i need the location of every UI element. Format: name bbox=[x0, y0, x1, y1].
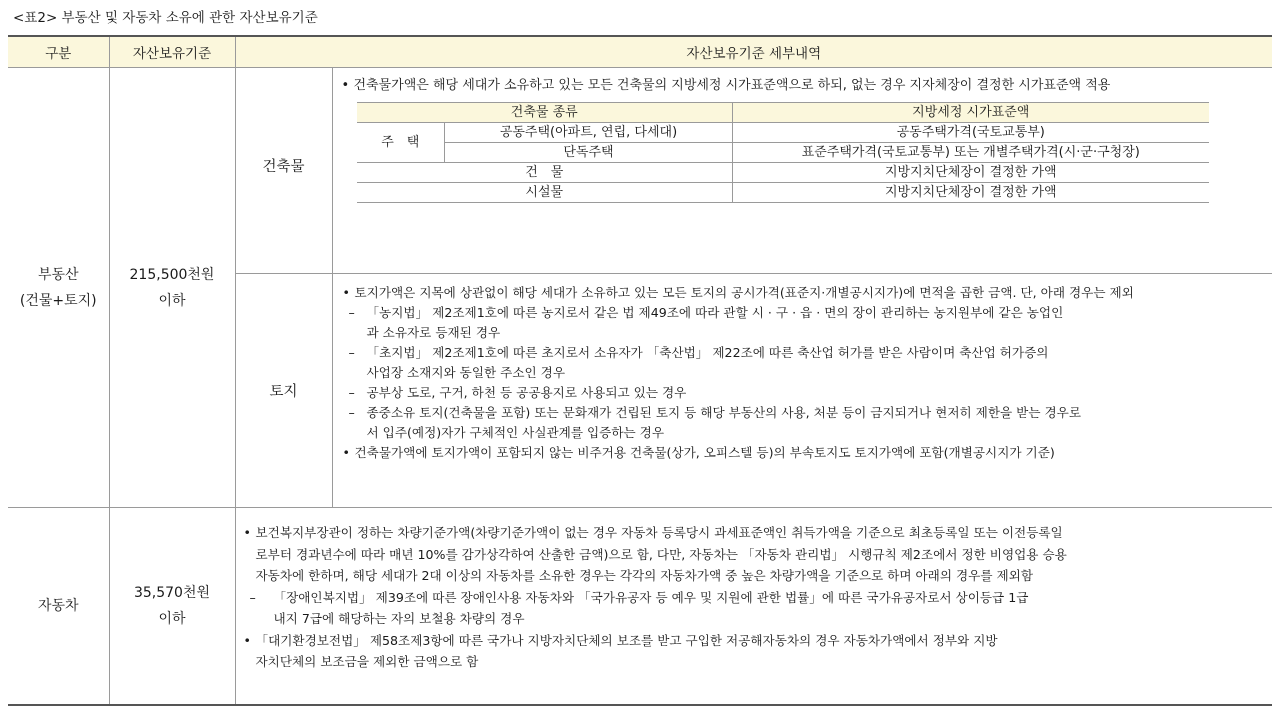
vehicle-bullet bbox=[242, 522, 1265, 587]
building-type-cell: 시설물 bbox=[357, 183, 733, 203]
building-table-row bbox=[357, 183, 1209, 203]
vehicle-exclusion-text: 내지 7급에 해당하는 자의 보철용 차량의 경우 bbox=[273, 611, 525, 626]
real-estate-criteria-value: 215,500천원 bbox=[129, 266, 215, 283]
land-exclusion-text: 사업장 소재지와 동일한 주소인 경우 bbox=[366, 365, 565, 380]
vehicle-category: 자동차 bbox=[8, 508, 109, 705]
land-exclusion-item bbox=[341, 403, 1265, 443]
land-exclusion-item bbox=[341, 383, 1265, 403]
asset-criteria-table bbox=[8, 35, 1272, 706]
building-type-cell: 공동주택(아파트, 연립, 다세대) bbox=[445, 123, 733, 143]
real-estate-sublabel: (건물+토지) bbox=[19, 292, 97, 309]
land-exclusion-text: – 「초지법」 제2조제1호에 따른 초지로서 소유자가 「축산법」 제22조에 따른 축산업 허가를 받은 사람이며 축산업 허가증의 bbox=[366, 345, 1049, 360]
vehicle-bullet-text: 자치단체의 보조금을 제외한 금액으로 함 bbox=[255, 654, 479, 669]
land-exclusion-item bbox=[341, 343, 1265, 383]
building-value-cell: 공동주택가격(국토교통부) bbox=[733, 123, 1209, 143]
land-exclusion-text: – 종중소유 토지(건축물을 포함) 또는 문화재가 건립된 토지 등 해당 부동산의 사용, 처분 등이 금지되거나 현저히 제한을 받는 경우로 bbox=[366, 405, 1081, 420]
header-details: 자산보유기준 세부내역 bbox=[235, 36, 1272, 68]
header-row bbox=[8, 36, 1272, 68]
land-exclusion-text: 과 소유자로 등재된 경우 bbox=[366, 325, 501, 340]
vehicle-bullet-text: 자동차에 한하며, 해당 세대가 2대 이상의 자동차를 소유한 경우는 각각의 자동차가액 중 높은 차량가액을 기준으로 하며 아래의 경우를 제외함 bbox=[255, 568, 1034, 583]
real-estate-label: 부동산 bbox=[37, 266, 79, 283]
vehicle-exclusion-text: – 「장애인복지법」 제39조에 따른 장애인사용 자동차와 「국가유공자 등 예우 및 지원에 관한 법률」에 따른 국가유공자로서 상이등급 1급 bbox=[273, 589, 1029, 605]
building-value-cell: 표준주택가격(국토교통부) 또는 개별주택가격(시·군·구청장) bbox=[733, 143, 1209, 163]
housing-cell: 주 택 bbox=[357, 123, 445, 163]
building-label: 건축물 bbox=[235, 68, 332, 274]
table-caption: <표2> 부동산 및 자동차 소유에 관한 자산보유기준 bbox=[13, 10, 318, 26]
vehicle-bullet-text: 로부터 경과년수에 따라 매년 10%를 감가상각하여 산출한 금액)으로 함, 다만, 자동차는 「자동차 관리법」 시행규칙 제2조에서 정한 비영업용 승용 bbox=[255, 546, 1067, 562]
building-table-header bbox=[357, 103, 1209, 123]
building-type-cell: 단독주택 bbox=[445, 143, 733, 163]
land-exclusion-text: – 「농지법」 제2조제1호에 따른 농지로서 같은 법 제49조에 따라 관할 시 · 구 · 읍 · 면의 장이 관리하는 농지원부에 같은 농업인 bbox=[366, 305, 1064, 320]
vehicle-row bbox=[8, 508, 1272, 705]
building-type-header: 건축물 종류 bbox=[357, 103, 733, 123]
real-estate-category-cell bbox=[8, 68, 109, 508]
vehicle-bullet bbox=[242, 630, 1265, 673]
land-exclusion-text: – 공부상 도로, 구거, 하천 등 공공용지로 사용되고 있는 경우 bbox=[366, 385, 687, 400]
vehicle-exclusion-item bbox=[242, 587, 1265, 630]
building-table-row bbox=[357, 163, 1209, 183]
vehicle-criteria-value: 35,570천원 bbox=[133, 584, 211, 601]
building-table-row bbox=[357, 143, 1209, 163]
real-estate-criteria-cell bbox=[109, 68, 235, 508]
land-label: 토지 bbox=[235, 274, 332, 508]
land-bullet: • 건축물가액에 토지가액이 포함되지 않는 비주거용 건축물(상가, 오피스텔 등)의 부속토지도 토지가액에 포함(개별공시지가 기준) bbox=[341, 443, 1265, 463]
building-type-cell: 건 물 bbox=[357, 163, 733, 183]
building-detail-cell bbox=[332, 68, 1272, 274]
building-table-row bbox=[357, 123, 1209, 143]
real-estate-criteria-suffix: 이하 bbox=[158, 292, 186, 309]
vehicle-bullet-text: • 보건복지부장관이 정하는 차량기준가액(차량기준가액이 없는 경우 자동차 등록당시 과세표준액인 취득가액을 기준으로 최초등록일 또는 이전등록일 bbox=[255, 525, 1063, 540]
land-detail-cell bbox=[332, 274, 1272, 508]
building-price-table bbox=[357, 102, 1209, 203]
land-exclusion-text: 서 입주(예정)자가 구체적인 사실관계를 입증하는 경우 bbox=[366, 425, 664, 440]
building-value-header: 지방세정 시가표준액 bbox=[733, 103, 1209, 123]
header-category: 구분 bbox=[8, 36, 109, 68]
building-bullet: • 건축물가액은 해당 세대가 소유하고 있는 모든 건축물의 지방세정 시가표준액으로 하되, 없는 경우 지자체장이 결정한 시가표준액 적용 bbox=[340, 76, 1265, 96]
vehicle-bullet-text: • 「대기환경보전법」 제58조제3항에 따른 국가나 지방자치단체의 보조를 받고 구입한 저공해자동차의 경우 자동차가액에서 정부와 지방 bbox=[255, 632, 998, 648]
vehicle-criteria-cell bbox=[109, 508, 235, 705]
building-value-cell: 지방지치단체장이 결정한 가액 bbox=[733, 163, 1209, 183]
vehicle-criteria-suffix: 이하 bbox=[158, 610, 186, 627]
vehicle-detail-cell bbox=[235, 508, 1272, 705]
land-exclusion-item bbox=[341, 303, 1265, 343]
building-value-cell: 지방지치단체장이 결정한 가액 bbox=[733, 183, 1209, 203]
real-estate-building-row bbox=[8, 68, 1272, 274]
land-bullet: • 토지가액은 지목에 상관없이 해당 세대가 소유하고 있는 모든 토지의 공시가격(표준지·개별공시지가)에 면적을 곱한 금액. 단, 아래 경우는 제외 bbox=[341, 283, 1265, 303]
header-criteria: 자산보유기준 bbox=[109, 36, 235, 68]
